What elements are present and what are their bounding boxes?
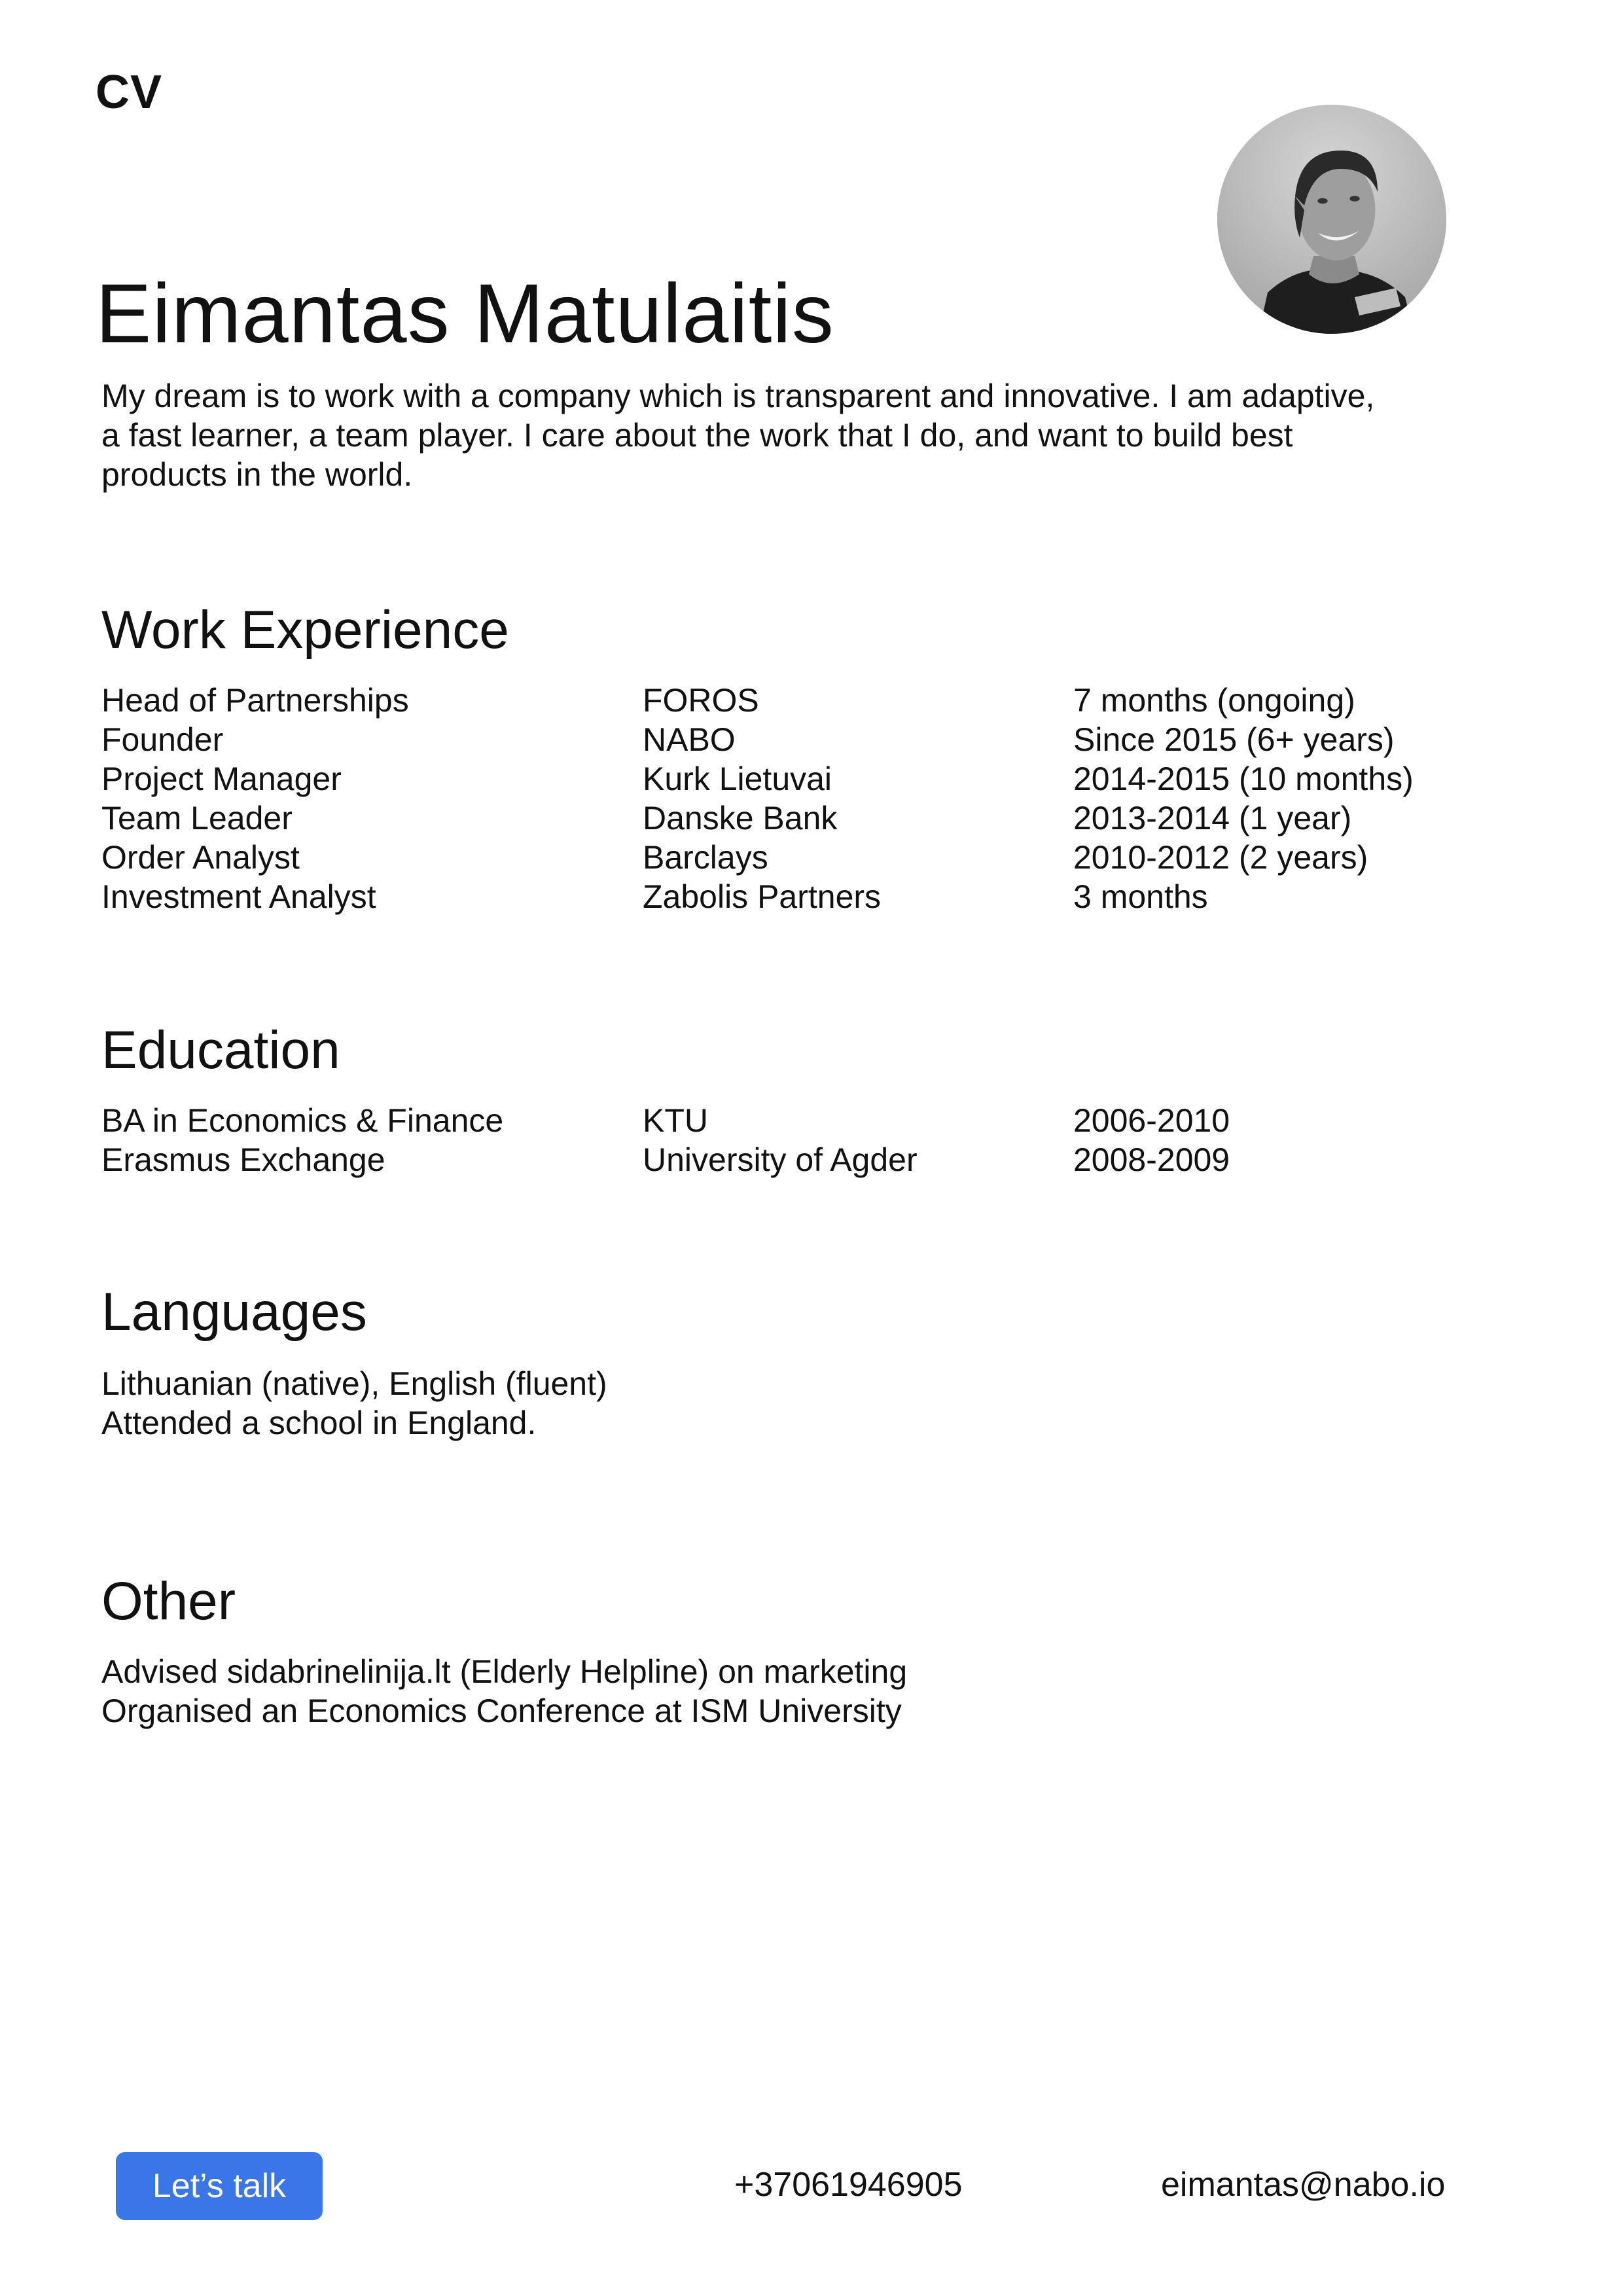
education-period: 2006-2010 <box>1073 1102 1230 1139</box>
job-period: Since 2015 (6+ years) <box>1073 721 1395 758</box>
intro-line: My dream is to work with a company which is transparent and innovative. I am adaptive, <box>101 378 1375 414</box>
job-role: Head of Partnerships <box>101 682 409 719</box>
job-company: Danske Bank <box>643 800 838 836</box>
lets-talk-button[interactable]: Let’s talk <box>116 2152 323 2220</box>
table-row <box>101 1140 1541 1179</box>
email-address[interactable]: eimantas@nabo.io <box>1161 2166 1446 2204</box>
job-period: 3 months <box>1073 878 1208 915</box>
intro-paragraph <box>101 376 1489 494</box>
list-item: Organised an Economics Conference at ISM University <box>101 1693 902 1729</box>
list-item: Lithuanian (native), English (fluent) <box>101 1365 607 1402</box>
work-experience-table <box>101 681 1541 916</box>
job-company: Kurk Lietuvai <box>643 761 832 797</box>
job-role: Project Manager <box>101 761 342 797</box>
job-company: Zabolis Partners <box>643 878 882 915</box>
job-period: 2013-2014 (1 year) <box>1073 800 1352 836</box>
job-role: Order Analyst <box>101 839 300 876</box>
intro-line: a fast learner, a team player. I care about the work that I do, and want to build best <box>101 417 1293 454</box>
education-degree: Erasmus Exchange <box>101 1141 385 1178</box>
job-period: 7 months (ongoing) <box>1073 682 1355 719</box>
table-row <box>101 720 1541 759</box>
table-row <box>101 798 1541 838</box>
education-table <box>101 1101 1541 1179</box>
job-role: Investment Analyst <box>101 878 376 915</box>
table-row <box>101 1101 1541 1140</box>
languages-heading: Languages <box>101 1282 367 1342</box>
other-list <box>101 1652 907 1731</box>
education-period: 2008-2009 <box>1073 1141 1230 1178</box>
job-role: Founder <box>101 721 224 758</box>
education-school: University of Agder <box>643 1141 918 1178</box>
job-role: Team Leader <box>101 800 293 836</box>
avatar <box>1217 105 1446 334</box>
job-period: 2010-2012 (2 years) <box>1073 839 1368 876</box>
table-row <box>101 681 1541 720</box>
job-company: Barclays <box>643 839 768 876</box>
job-period: 2014-2015 (10 months) <box>1073 761 1414 797</box>
table-row <box>101 759 1541 798</box>
phone-number[interactable]: +37061946905 <box>734 2166 963 2204</box>
table-row <box>101 877 1541 916</box>
cv-label: CV <box>96 66 163 118</box>
other-heading: Other <box>101 1571 236 1631</box>
intro-line: products in the world. <box>101 456 413 493</box>
job-company: FOROS <box>643 682 759 719</box>
education-school: KTU <box>643 1102 708 1139</box>
table-row <box>101 838 1541 877</box>
list-item: Advised sidabrinelinija.lt (Elderly Helpline) on marketing <box>101 1653 908 1690</box>
job-company: NABO <box>643 721 736 758</box>
languages-list <box>101 1364 607 1443</box>
education-degree: BA in Economics & Finance <box>101 1102 504 1139</box>
portrait-image <box>1217 105 1446 334</box>
list-item: Attended a school in England. <box>101 1405 537 1441</box>
education-heading: Education <box>101 1020 340 1080</box>
candidate-name: Eimantas Matulaitis <box>96 267 834 361</box>
work-experience-heading: Work Experience <box>101 600 509 660</box>
